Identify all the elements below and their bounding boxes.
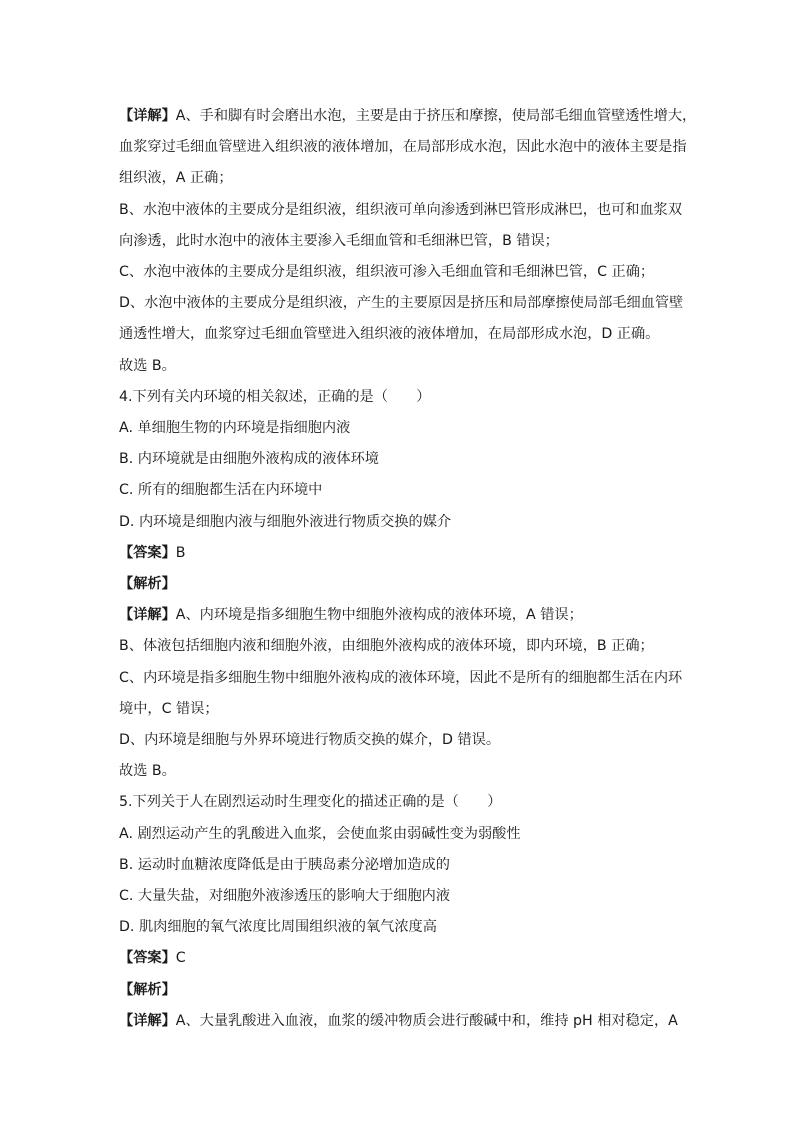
question-4-option-b: B. 内环境就是由细胞外液构成的液体环境 xyxy=(119,451,379,468)
question-5-option-a: A. 剧烈运动产生的乳酸进入血浆，会使血浆由弱碱性变为弱酸性 xyxy=(119,825,521,842)
question-4-title: 4.下列有关内环境的相关叙述，正确的是（ ） xyxy=(119,388,431,405)
detail-label: 【详解】 xyxy=(119,108,176,124)
q3-detail-line-6: C、水泡中液体的主要成分是组织液，组织液可渗入毛细血管和毛细淋巴管，C 正确； xyxy=(119,264,655,281)
question-4-detail-line-3: C、内环境是指多细胞生物中细胞外液构成的液体环境，因此不是所有的细胞都生活在内环 xyxy=(119,669,683,686)
question-5-option-c: C. 大量失盐，对细胞外液渗透压的影响大于细胞内液 xyxy=(119,888,451,905)
q3-detail-block xyxy=(119,101,697,382)
question-4-conclusion: 故选 B。 xyxy=(119,763,176,780)
question-5-title: 5.下列关于人在剧烈运动时生理变化的描述正确的是（ ） xyxy=(119,794,502,811)
q3-detail-line-5: 向渗透，此时水泡中的液体主要渗入毛细血管和毛细淋巴管，B 错误； xyxy=(119,232,559,249)
q3-detail-line-3: 组织液，A 正确； xyxy=(119,170,233,187)
question-5-detail-line-1: 【详解】A、大量乳酸进入血液，血浆的缓冲物质会进行酸碱中和，维持 pH 相对稳定，A xyxy=(119,1012,678,1029)
document-page xyxy=(119,101,697,1037)
question-5-analysis-heading: 【解析】 xyxy=(119,981,176,998)
question-4-detail-line-1: 【详解】A、内环境是指多细胞生物中细胞外液构成的液体环境，A 错误； xyxy=(119,607,583,624)
question-4-option-a: A. 单细胞生物的内环境是指细胞内液 xyxy=(119,420,351,437)
question-4-option-c: C. 所有的细胞都生活在内环境中 xyxy=(119,482,323,499)
question-5 xyxy=(119,787,679,1037)
q3-detail-line-7: D、水泡中液体的主要成分是组织液，产生的主要原因是挤压和局部摩擦使局部毛细血管壁 xyxy=(119,295,684,312)
question-5-option-d: D. 肌肉细胞的氧气浓度比周围组织液的氧气浓度高 xyxy=(119,919,437,936)
question-4-detail-line-5: D、内环境是细胞与外界环境进行物质交换的媒介，D 错误。 xyxy=(119,732,501,749)
q3-conclusion: 故选 B。 xyxy=(119,357,176,374)
question-4-detail-line-4: 境中，C 错误； xyxy=(119,700,219,717)
question-4 xyxy=(119,382,683,788)
question-5-answer: 【答案】C xyxy=(119,950,186,967)
q3-detail-line-8: 通透性增大，血浆穿过毛细血管壁进入组织液的液体增加，在局部形成水泡，D 正确。 xyxy=(119,326,660,343)
question-4-analysis-heading: 【解析】 xyxy=(119,576,176,593)
question-5-option-b: B. 运动时血糖浓度降低是由于胰岛素分泌增加造成的 xyxy=(119,856,450,873)
q3-detail-line-4: B、水泡中液体的主要成分是组织液，组织液可单向渗透到淋巴管形成淋巴，也可和血浆双 xyxy=(119,201,683,218)
q3-detail-line-2: 血浆穿过毛细血管壁进入组织液的液体增加，在局部形成水泡，因此水泡中的液体主要是指 xyxy=(119,139,687,156)
question-4-detail-line-2: B、体液包括细胞内液和细胞外液，由细胞外液构成的液体环境，即内环境，B 正确； xyxy=(119,638,654,655)
q3-detail-line-1: 【详解】A、手和脚有时会磨出水泡，主要是由于挤压和摩擦，使局部毛细血管壁透性增大， xyxy=(119,108,697,124)
question-4-option-d: D. 内环境是细胞内液与细胞外液进行物质交换的媒介 xyxy=(119,513,452,530)
question-4-answer: 【答案】B xyxy=(119,544,186,561)
